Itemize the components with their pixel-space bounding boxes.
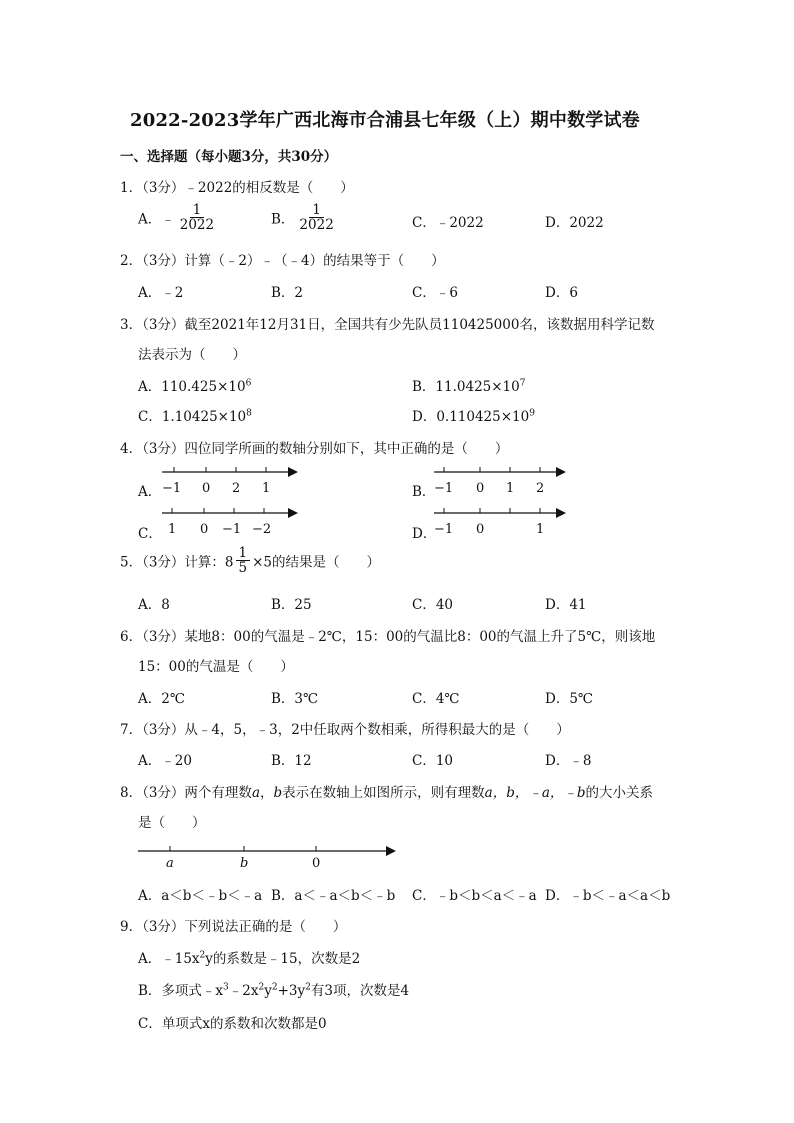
tick-label: −1 (162, 481, 182, 496)
question-9-option-b: B．多项式$﹣x^3﹣2x^2y^2+3y^2$有3项，次数是4 (138, 982, 410, 999)
question-1-option-c: C．﹣2022 (412, 215, 484, 231)
question-7-option-d: D．﹣8 (545, 753, 592, 769)
question-5-option-a: A．8 (138, 597, 170, 613)
question-2-option-d: D．6 (545, 285, 578, 301)
tick-label: 1 (536, 522, 545, 537)
question-8-option-c: C．﹣b＜b＜a＜﹣a (412, 888, 537, 904)
question-4-option-b: B． (412, 484, 436, 500)
question-9-option-c: C．单项式x的系数和次数都是0 (138, 1016, 327, 1032)
question-3-stem: 3．（3分）截至2021年12月31日，全国共有少先队员110425000名，该数据用科学记数 (120, 317, 655, 333)
tick-label: 1 (506, 481, 515, 496)
question-7-option-b: B．12 (271, 753, 312, 769)
question-4-option-a: A． (138, 484, 162, 500)
question-8-stem-cont: 是（ ） (138, 815, 206, 831)
question-6-option-b: B．3℃ (271, 691, 319, 707)
question-4-stem: 4．（3分）四位同学所画的数轴分别如下，其中正确的是（ ） (120, 441, 509, 457)
tick-label: −2 (252, 522, 272, 537)
question-7-option-a: A．﹣20 (138, 753, 192, 769)
tick-label: −1 (434, 522, 454, 537)
question-2-option-b: B．2 (271, 285, 304, 301)
question-3-option-a: A．$110.425\times 10^6$ (138, 378, 252, 395)
question-8-stem: 8．（3分）两个有理数a，b表示在数轴上如图所示，则有理数a，b，﹣a，﹣b的大小关系 (120, 785, 654, 801)
question-1-option-a: A．﹣ $\frac{1}{2022}$ (138, 202, 215, 234)
question-6-option-c: C．4℃ (412, 691, 460, 707)
question-2-option-a: A．﹣2 (138, 285, 184, 301)
tick-label: 1 (168, 522, 177, 537)
question-3-option-c: C．$1.10425\times 10^8$ (138, 408, 252, 425)
question-1-stem: 1．（3分）﹣2022的相反数是（ ） (120, 180, 354, 196)
tick-label: 1 (262, 481, 271, 496)
number-line-q8 (136, 842, 398, 872)
question-2-stem: 2．（3分）计算（﹣2）﹣（﹣4）的结果等于（ ） (120, 253, 445, 269)
question-4-option-c: C． (138, 526, 162, 542)
question-1-option-d: D．2022 (545, 215, 604, 231)
tick-label: −1 (222, 522, 242, 537)
question-6-option-a: A．2℃ (138, 691, 185, 707)
question-3-option-b: B．$11.0425\times 10^7$ (412, 378, 526, 395)
question-6-stem-cont: 15：00的气温是（ ） (138, 659, 294, 675)
tick-label: −1 (434, 481, 454, 496)
axis-label-a: a (166, 856, 174, 871)
axis-label-b: b (240, 856, 249, 871)
tick-label: 2 (536, 481, 545, 496)
tick-label: 0 (200, 522, 209, 537)
number-line-d (432, 503, 572, 537)
question-6-stem: 6．（3分）某地8：00的气温是﹣2℃，15：00的气温比8：00的气温上升了5℃，则该地 (120, 629, 656, 645)
question-6-option-d: D．5℃ (545, 691, 594, 707)
tick-label: 0 (476, 481, 485, 496)
number-line-b (432, 462, 572, 496)
question-4-option-d: D． (412, 526, 437, 542)
question-3-option-d: D．$0.110425\times 10^9$ (412, 408, 535, 425)
page-title: 2022-2023学年广西北海市合浦县七年级（上）期中数学试卷 (130, 110, 640, 131)
axis-label-zero: 0 (312, 856, 321, 871)
question-7-stem: 7．（3分）从﹣4，5，﹣3，2中任取两个数相乘，所得积最大的是（ ） (120, 722, 570, 738)
question-2-option-c: C．﹣6 (412, 285, 458, 301)
section-heading: 一、选择题（每小题3分，共30分） (120, 149, 338, 165)
question-5-option-d: D．41 (545, 597, 587, 613)
question-8-option-d: D．﹣b＜﹣a＜a＜b (545, 888, 671, 904)
question-9-option-a: A．$﹣15x^2y$的系数是﹣15，次数是2 (138, 950, 361, 967)
question-8-option-a: A．a＜b＜﹣b＜﹣a (138, 888, 263, 904)
question-7-option-c: C．10 (412, 753, 454, 769)
question-5-option-c: C．40 (412, 597, 454, 613)
question-5-stem: 5．（3分）计算：8 $\frac{1}{5}$ ×5的结果是（ ） (120, 545, 381, 577)
tick-label: 0 (476, 522, 485, 537)
tick-label: 2 (232, 481, 241, 496)
question-3-stem-cont: 法表示为（ ） (138, 347, 246, 363)
tick-label: 0 (202, 481, 211, 496)
number-line-c (160, 503, 300, 537)
question-1-option-b: B． $\frac{1}{2022}$ (271, 202, 334, 234)
question-8-option-b: B．a＜﹣a＜b＜﹣b (271, 888, 396, 904)
question-9-stem: 9．（3分）下列说法正确的是（ ） (120, 919, 347, 935)
question-5-option-b: B．25 (271, 597, 312, 613)
number-line-a (160, 462, 300, 496)
